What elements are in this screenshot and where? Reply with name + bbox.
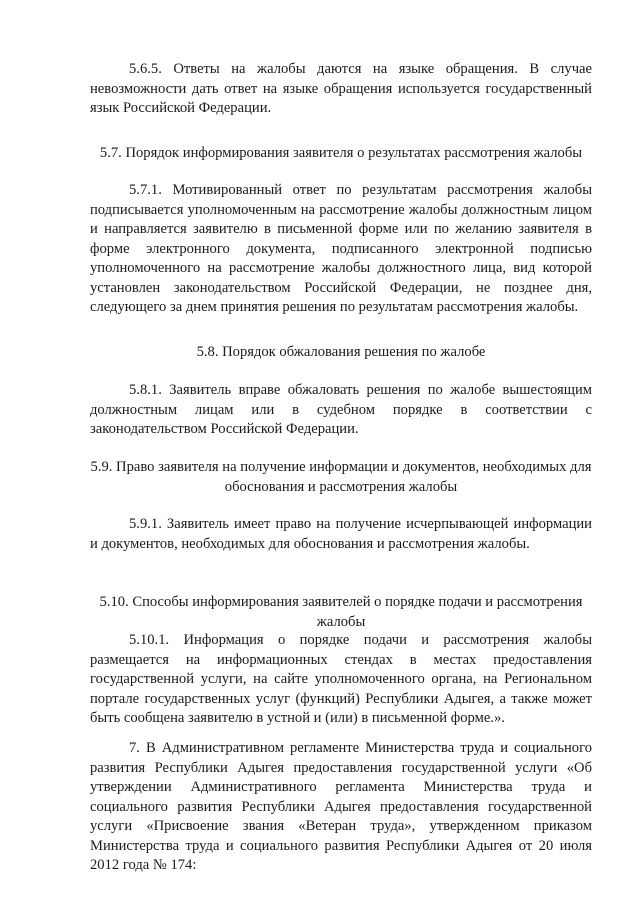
heading-5-10: 5.10. Способы информирования заявителей о порядке подачи и рассмотрения жалобы	[99, 594, 583, 630]
paragraph-5-7-1: 5.7.1. Мотивированный ответ по результатам рассмотрения жалобы подписывается уполномоченным на рассмотрение жалобы должностным лицом и направляется заявителю в письменной форме или по желанию заявителя в форме электронного документа, подписанного электронной подписью уполномоченного на рассмотрение жалобы должностного лица, вид которой установлен законодательством Российской Федерации, не позднее дня, следующего за днем принятия решения по результатам рассмотрения жалобы.	[90, 182, 592, 315]
paragraph-5-9-1: 5.9.1. Заявитель имеет право на получение исчерпывающей информации и документов, необходимых для обоснования и рассмотрения жалобы.	[90, 516, 592, 552]
heading-5-7: 5.7. Порядок информирования заявителя о результатах рассмотрения жалобы	[99, 145, 583, 161]
paragraph-5-8-1: 5.8.1. Заявитель вправе обжаловать решения по жалобе вышестоящим должностным лицам или в судебном порядке в соответствии с законодательством Российской Федерации.	[90, 382, 592, 437]
paragraph-5-10-1: 5.10.1. Информация о порядке подачи и рассмотрения жалобы размещается на информационных стендах в местах предоставления государственной услуги, на сайте уполномоченного органа, на Региональном портале государственных услуг (функций) Республики Адыгея, а также может быть сообщена заявителю в устной и (или) в письменной форме.».	[90, 632, 592, 726]
paragraph-5-6-5: 5.6.5. Ответы на жалобы даются на языке обращения. В случае невозможности дать ответ на языке обращения используется государственный язык Российской Федерации.	[90, 61, 592, 116]
heading-5-8: 5.8. Порядок обжалования решения по жалобе	[196, 344, 486, 360]
paragraph-7: 7. В Административном регламенте Министерства труда и социального развития Республики Адыгея предоставления государственной услуги «Об утверждении Административного регламента Министерства труда и социального развития Республики Адыгея предоставления государственной услуги «Присвоение звания «Ветеран труда», утвержденном приказом Министерства труда и социального развития Республики Адыгея от 20 июля 2012 года № 174:	[90, 740, 592, 873]
heading-5-9: 5.9. Право заявителя на получение информации и документов, необходимых для обоснования и рассмотрения жалобы	[90, 459, 592, 495]
